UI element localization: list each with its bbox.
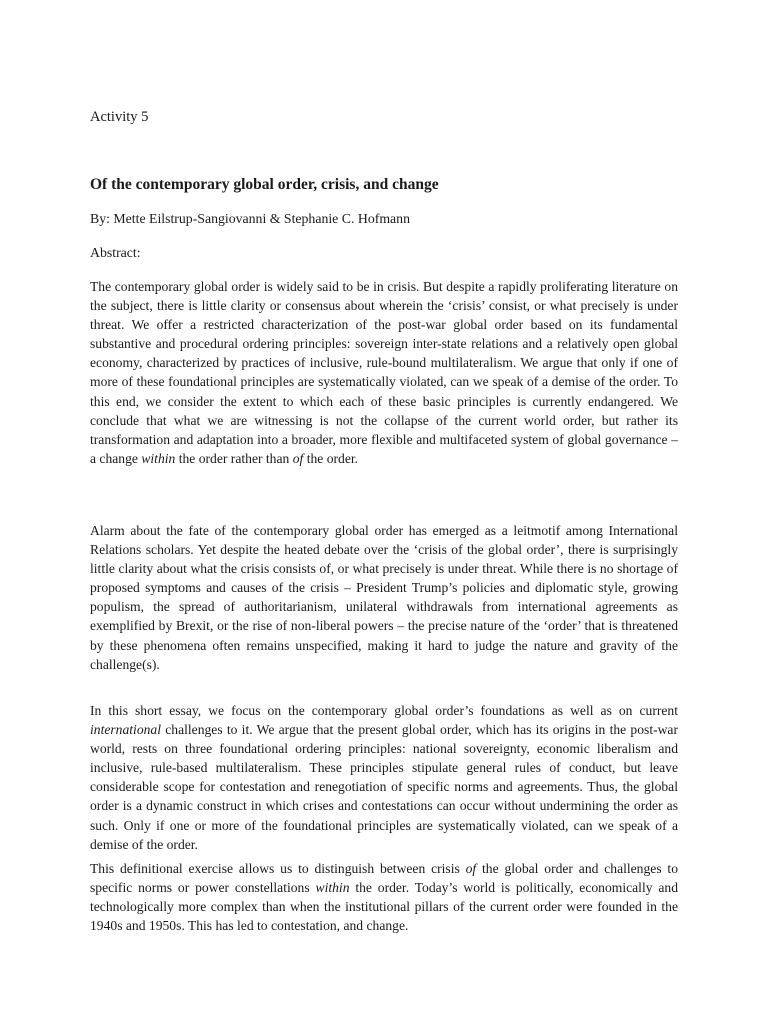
emphasis-of: of	[465, 861, 477, 876]
paragraph-text: In this short essay, we focus on the contemporary global order’s foundations as well as on current	[90, 703, 678, 718]
document-title: Of the contemporary global order, crisis, and change	[90, 176, 439, 193]
emphasis-international: international	[90, 722, 161, 738]
author-byline: By: Mette Eilstrup-Sangiovanni & Stephanie C. Hofmann	[90, 211, 410, 226]
paragraph-text: This definitional exercise allows us to distinguish between crisis	[90, 861, 466, 876]
body-paragraph-1: Alarm about the fate of the contemporary global order has emerged as a leitmotif among International Relations scholars. Yet despite the heated debate over the ‘crisis of the global order’, there is surprisingly little clarity about what the crisis consists of, or what precisely is under threat. While there is no shortage of proposed symptoms and causes of the crisis – President Trump’s policies and diplomatic style, growing populism, the spread of authoritarianism, unilateral withdrawals from international agreements as exemplified by Brexit, or the rise of non-liberal powers – the precise nature of the ‘order’ that is threatened by these phenomena often remains unspecified, making it hard to judge the nature and gravity of the challenge(s).	[90, 523, 678, 672]
paragraph-text: challenges to it. We argue that the present global order, which has its origins in the post-war world, rests on three foundational ordering principles: national sovereignty, economic liberalism and inclusive, rule-based multilateralism. These principles stipulate general rules of conduct, but leave considerable scope for contestation and renegotiation of specific norms and agreements. Thus, the global order is a dynamic construct in which crises and contestations can occur without undermining the order as such. Only if one or more of the foundational principles are systematically violated, can we speak of a demise of the order.	[90, 722, 678, 852]
abstract-label: Abstract:	[90, 245, 141, 260]
body-paragraph-3	[90, 859, 678, 935]
body-paragraph-2	[90, 701, 678, 854]
abstract-text: The contemporary global order is widely said to be in crisis. But despite a rapidly proliferating literature on the subject, there is little clarity or consensus about wherein the ‘crisis’ consist, or what precisely is under threat. We offer a restricted characterization of the post-war global order based on its fundamental substantive and procedural ordering principles: sovereign inter-state relations and a relatively open global economy, characterized by practices of inclusive, rule-bound multilateralism. We argue that only if one of more of these foundational principles are systematically violated, can we speak of a demise of the order. To this end, we consider the extent to which each of these basic principles is currently endangered. We conclude that what we are witnessing is not the collapse of the current world order, but rather its transformation and adaptation into a broader, more flexible and multifaceted system of global governance – a change	[90, 279, 678, 466]
abstract-text: the order rather than	[175, 450, 293, 466]
abstract-emphasis-within: within	[141, 450, 176, 466]
abstract-emphasis-of: of	[292, 450, 304, 466]
abstract-paragraph	[90, 277, 678, 468]
emphasis-within: within	[315, 880, 350, 896]
paragraph-text: the order. Today’s world is politically, economically and technologically more complex than when the institutional pillars of the current order were founded in the 1940s and 1950s. This has led to contestation, and change.	[90, 880, 679, 934]
paragraph-text: the global order and challenges to specific norms or power constellations	[90, 861, 679, 896]
activity-label: Activity 5	[90, 109, 149, 125]
abstract-text: the order.	[303, 450, 359, 466]
